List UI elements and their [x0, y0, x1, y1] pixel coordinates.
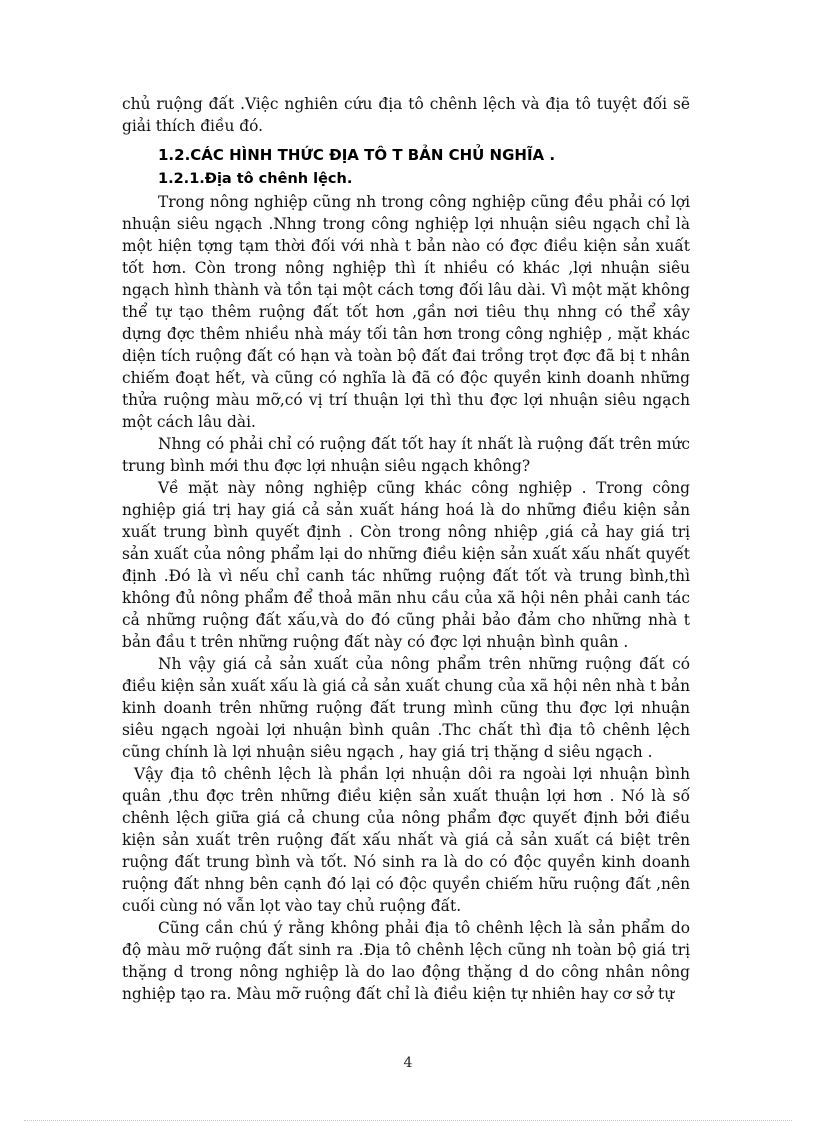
paragraph-2: Nhng có phải chỉ có ruộng đất tốt hay ít nhất là ruộng đất trên mức trung bình mới thu đợc lợi nhuận siêu ngạch không? [122, 435, 690, 475]
page-number: 4 [403, 1055, 413, 1071]
paragraph-4: Nh vậy giá cả sản xuất của nông phẩm trên những ruộng đất có điều kiện sản xuất xấu là giá cả sản xuất chung của xã hội nên nhà t bản kinh doanh trên những ruộng đất trung mình cũng thu đợc lợi nhuận siêu ngạch ngoài lợi nhuận bình quân .Thc chất thì địa tô chênh lệch cũng chính là lợi nhuận siêu ngạch , hay giá trị thặng d siêu ngạch . [122, 655, 690, 761]
page-body [122, 93, 690, 1005]
paragraph-6: Cũng cần chú ý rằng không phải địa tô chênh lệch là sản phẩm do độ màu mỡ ruộng đất sinh ra .Địa tô chênh lệch cũng nh toàn bộ giá trị thặng d trong nông nghiệp là do lao động thặng d do công nhân nông nghiệp tạo ra. Màu mỡ ruộng đất chỉ là điều kiện tự nhiên hay cơ sở tự [122, 919, 690, 1003]
page-bottom-edge [24, 1120, 792, 1121]
paragraph-1: Trong nông nghiệp cũng nh trong công nghiệp cũng đều phải có lợi nhuận siêu ngạch .Nhng trong công nghiệp lợi nhuận siêu ngạch chỉ là một hiện tợng tạm thời đối với nhà t bản nào có đợc điều kiện sản xuất tốt hơn. Còn trong nông nghiệp thì ít nhiều có khác ,lợi nhuận siêu ngạch hình thành và tồn tại một cách tơng đối lâu dài. Vì một mặt không thể tự tạo thêm ruộng đất tốt hơn ,gần nơi tiêu thụ nhng có thể xây dựng đợc thêm nhiều nhà máy tối tân hơn trong công nghiệp , mặt khác diện tích ruộng đất có hạn và toàn bộ đất đai trồng trọt đợc đã bị t nhân chiếm đoạt hết, và cũng có nghĩa là đã có độc quyền kinh doanh những thửa ruộng màu mỡ,có vị trí thuận lợi thì thu đợc lợi nhuận siêu ngạch một cách lâu dài. [122, 193, 690, 431]
section-heading: 1.2.CÁC HÌNH THỨC ĐỊA TÔ T BẢN CHỦ NGHĨA . [158, 146, 556, 164]
paragraph-5: Vậy địa tô chênh lệch là phần lợi nhuận dôi ra ngoài lợi nhuận bình quân ,thu đợc trên những điều kiện sản xuất thuận lợi hơn . Nó là số chênh lệch giữa giá cả chung của nông phẩm đợc quyết định bởi điều kiện sản xuất trên ruộng đất xấu nhất và giá cả sản xuất cá biệt trên ruộng đất trung bình và tốt. Nó sinh ra là do có độc quyền kinh doanh ruộng đất nhng bên cạnh đó lại có độc quyền chiếm hữu ruộng đất ,nên cuối cùng nó vẫn lọt vào tay chủ ruộng đất. [122, 765, 690, 915]
paragraph-intro: chủ ruộng đất .Việc nghiên cứu địa tô chênh lệch và địa tô tuyệt đối sẽ giải thích điều đó. [122, 95, 690, 135]
subsection-heading: 1.2.1.Địa tô chênh lệch. [158, 171, 353, 187]
paragraph-3: Về mặt này nông nghiệp cũng khác công nghiệp . Trong công nghiệp giá trị hay giá cả sản xuất háng hoá là do những điều kiện sản xuất trung bình quyết định . Còn trong nông nhiệp ,giá cả hay giá trị sản xuất của nông phẩm lại do những điều kiện sản xuất xấu nhất quyết định .Đó là vì nếu chỉ canh tác những ruộng đất tốt và trung bình,thì không đủ nông phẩm để thoả mãn nhu cầu của xã hội nên phải canh tác cả những ruộng đất xấu,và do đó cũng phải bảo đảm cho những nhà t bản đầu t trên những ruộng đất này có đợc lợi nhuận bình quân . [122, 479, 690, 651]
